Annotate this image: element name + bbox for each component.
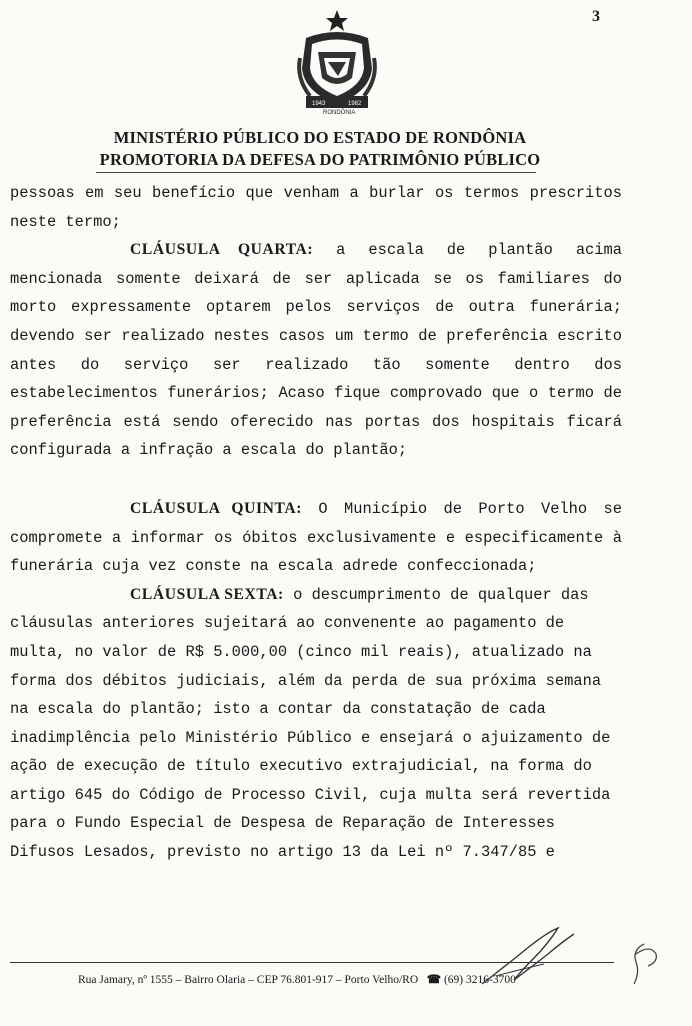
clausula-quarta-label: CLÁUSULA QUARTA: xyxy=(130,241,314,259)
clausula-quinta-label: CLÁUSULA QUINTA: xyxy=(130,499,302,517)
header-line-2: PROMOTORIA DA DEFESA DO PATRIMÔNIO PÚBLICO xyxy=(99,150,541,169)
clausula-quarta-text: a escala de plantão acima mencionada somente deixará de ser aplicada se os familiares do morto expressamente optarem pelos serviços de outra funerária; devendo ser realizado nestes casos um termo de preferência escrito antes do serviço ser realizado tão somente dentro dos estabelecimentos funerários; Acaso fique comprovado que o termo de preferência está sendo oferecido nas portas dos hospitais ficará configurada a infração a escala do plantão; xyxy=(10,241,622,460)
footer-phone: (69) 3216-3700 xyxy=(443,974,516,986)
clausula-quinta-text: O Município de Porto Velho se compromete a informar os óbitos exclusivamente e especificamente à funerária cuja vez conste na escala adrede confeccionada; xyxy=(10,499,623,576)
seal-year-right: 1982 xyxy=(348,101,362,107)
clausula-sexta-label: CLÁUSULA SEXTA: xyxy=(130,585,284,603)
clausula-quinta-paragraph xyxy=(10,495,622,581)
footer-rule xyxy=(10,962,614,963)
clausula-sexta-text: o descumprimento de qualquer das cláusulas anteriores sujeitará ao convenente ao pagamento de multa, no valor de R$ 5.000,00 (cinco mil reais), atualizado na forma dos débitos judiciais, além da perda de sua próxima semana na escala do plantão; isto a contar da constatação de cada inadimplência pelo Ministério Público e ensejará o ajuizamento de ação de execução de título executivo extrajudicial, na forma do artigo 645 do Código de Processo Civil, cuja multa será revertida para o Fundo Especial de Despesa de Reparação de Interesses Difusos Lesados, previsto no artigo 13 da Lei nº 7.347/85 e xyxy=(10,585,611,862)
telephone-icon: ☎ xyxy=(421,974,442,986)
document-body xyxy=(10,179,622,867)
header-rule xyxy=(96,172,536,173)
footer xyxy=(78,972,516,986)
page-number: 3 xyxy=(592,8,600,25)
seal-year-left: 1943 xyxy=(312,101,326,107)
paragraph-gap xyxy=(10,465,622,495)
header-line-1: MINISTÉRIO PÚBLICO DO ESTADO DE RONDÔNIA xyxy=(113,128,527,147)
clausula-quarta-paragraph xyxy=(10,236,622,465)
handwritten-rubric xyxy=(622,940,668,988)
seal-label: RONDÔNIA xyxy=(323,110,356,116)
footer-address: Rua Jamary, nº 1555 – Bairro Olaria – CEP 76.801-917 – Porto Velho/RO xyxy=(78,974,419,986)
clausula-sexta-paragraph xyxy=(10,581,622,867)
state-seal-icon xyxy=(292,8,382,120)
continuation-paragraph: pessoas em seu benefício que venham a burlar os termos prescritos neste termo; xyxy=(10,184,622,231)
